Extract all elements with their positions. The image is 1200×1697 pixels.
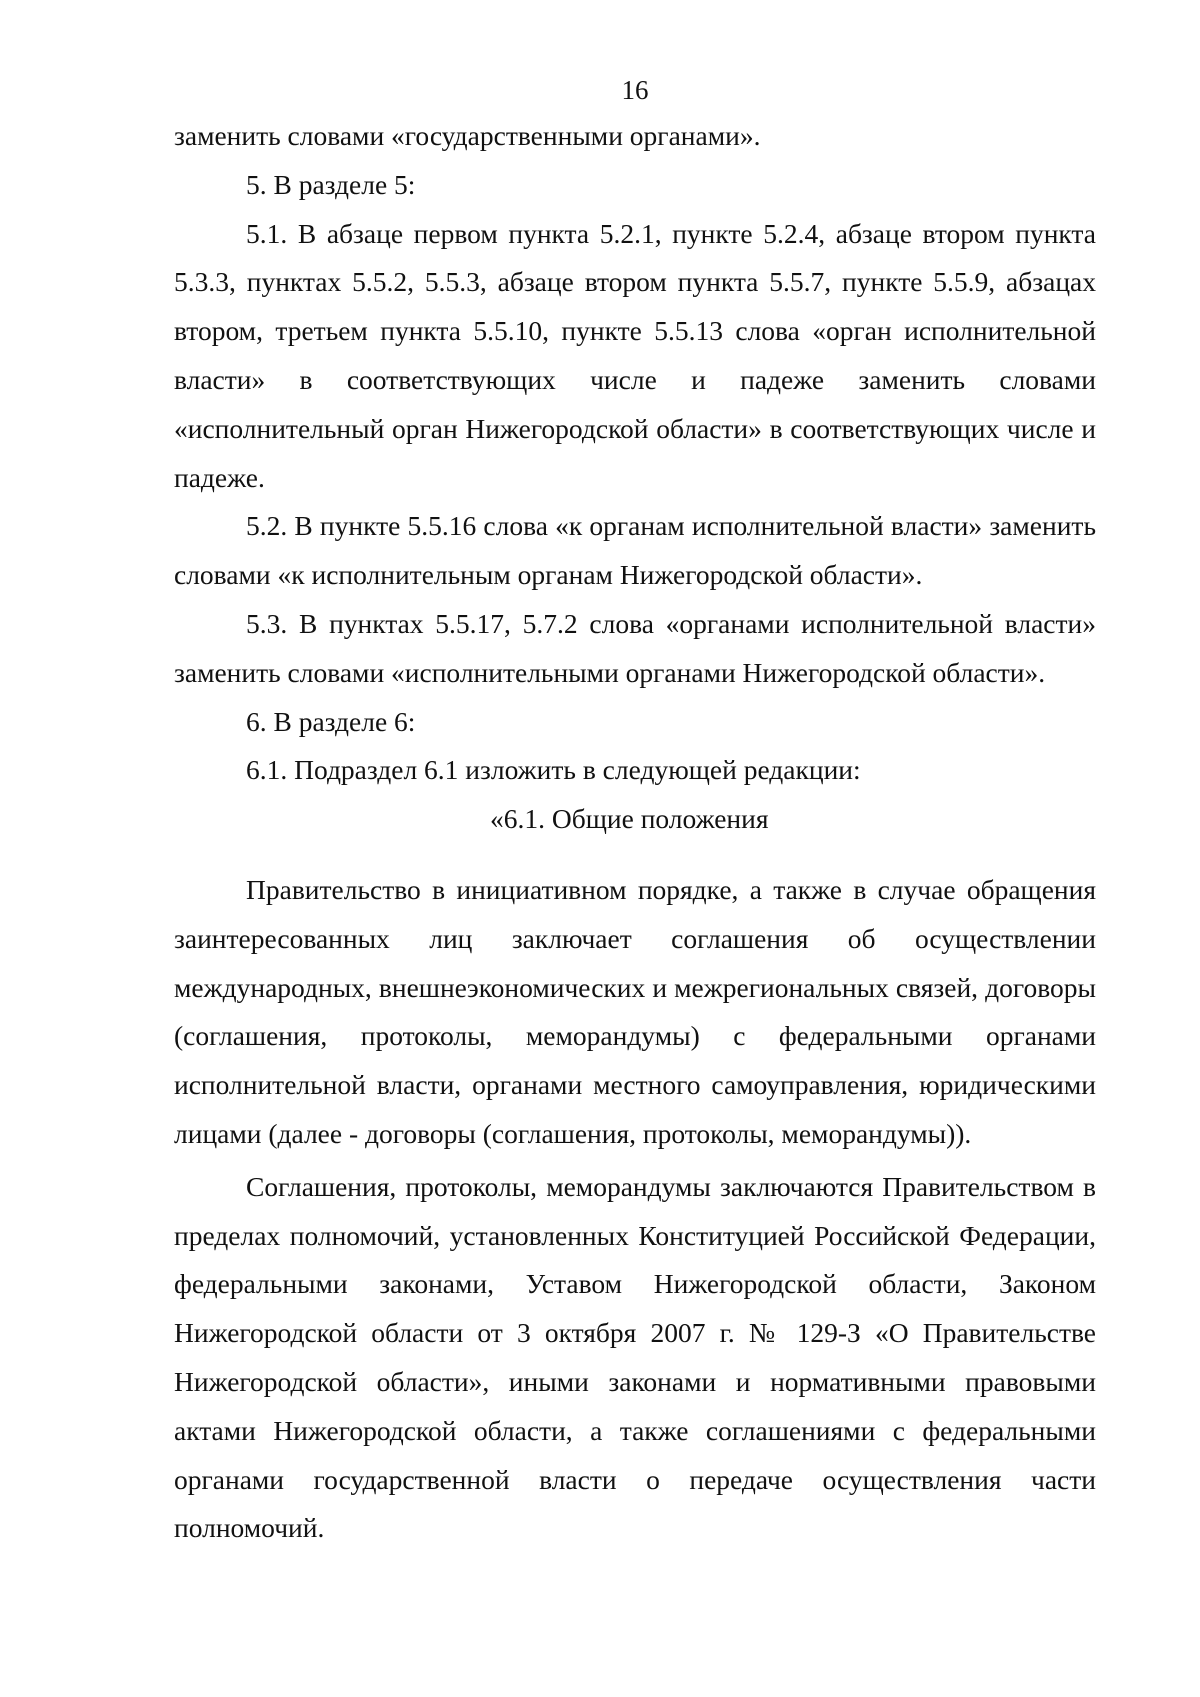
page-number: 16: [621, 75, 649, 105]
paragraph-section-6: 6. В разделе 6:: [246, 705, 416, 737]
subsection-heading: «6.1. Общие положения: [490, 803, 769, 835]
paragraph-item-5-3: 5.3. В пунктах 5.5.17, 5.7.2 слова «органами исполнительной власти» заменить словами «исполнительными органами Нижегородской области».: [174, 607, 1096, 688]
paragraph-agreements-concluded: Соглашения, протоколы, меморандумы заключаются Правительством в пределах полномочий, установленных Конституцией Российской Федерации, федеральными законами, Уставом Нижегородской области, Законом Нижегородской области от 3 октября 2007 г. № 129-З «О Правительстве Нижегородской области», иными законами и нормативными правовыми актами Нижегородской области, а также соглашениями с федеральными органами государственной власти о передаче осуществления части полномочий.: [174, 1170, 1096, 1544]
document-body: [174, 112, 1096, 1553]
paragraph-continuation: заменить словами «государственными органами».: [174, 120, 761, 151]
paragraph-government-agreements: Правительство в инициативном порядке, а также в случае обращения заинтересованных лиц заключает соглашения об осуществлении международных, внешнеэкономических и межрегиональных связей, договоры (соглашения, протоколы, меморандумы) с федеральными органами исполнительной власти, органами местного самоуправления, юридическими лицами (далее - договоры (соглашения, протоколы, меморандумы)).: [174, 873, 1096, 1149]
paragraph-item-5-2: 5.2. В пункте 5.5.16 слова «к органам исполнительной власти» заменить словами «к исполнительным органам Нижегородской области».: [174, 510, 1096, 591]
paragraph-item-6-1: 6.1. Подраздел 6.1 изложить в следующей редакции:: [246, 754, 861, 786]
paragraph-section-5: 5. В разделе 5:: [246, 168, 416, 200]
paragraph-item-5-1: 5.1. В абзаце первом пункта 5.2.1, пункте 5.2.4, абзаце втором пункта 5.3.3, пунктах 5.5.2, 5.5.3, абзаце втором пункта 5.5.7, пункте 5.5.9, абзацах втором, третьем пункта 5.5.10, пункте 5.5.13 слова «орган исполнительной власти» в соответствующих числе и падеже заменить словами «исполнительный орган Нижегородской области» в соответствующих числе и падеже.: [174, 217, 1096, 493]
